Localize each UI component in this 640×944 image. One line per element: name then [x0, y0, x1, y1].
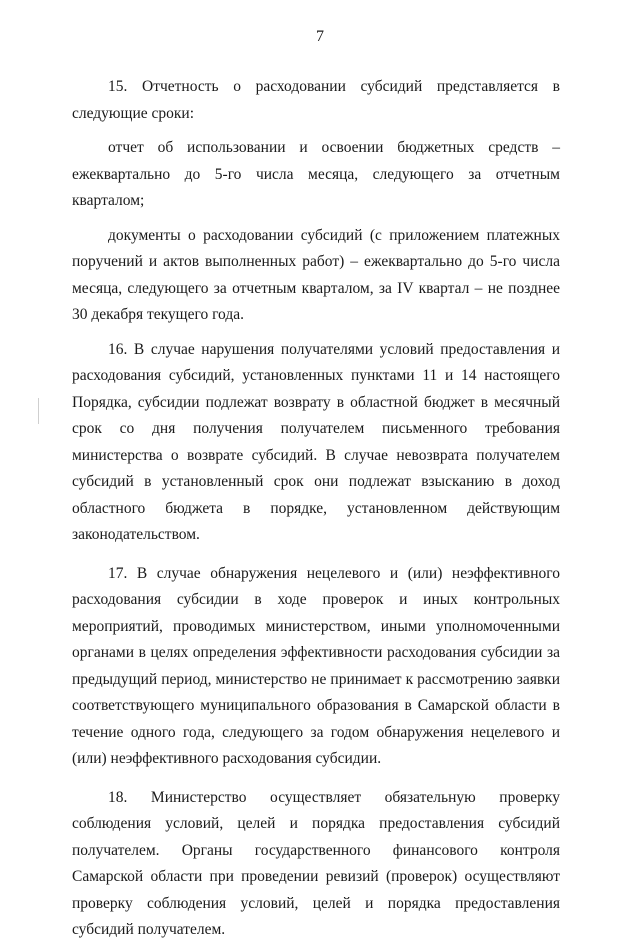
paragraph-15-item-report: отчет об использовании и освоении бюджетных средств – ежеквартально до 5-го числа месяца, следующего за отчетным кварталом; [72, 139, 560, 209]
scan-margin-mark [38, 398, 39, 424]
paragraph-15-item-documents: документы о расходовании субсидий (с приложением платежных поручений и актов выполненных работ) – ежеквартально до 5-го числа месяца, следующего за отчетным кварталом, за IV квартал – не позднее 30 декабря текущего года. [72, 226, 560, 323]
paragraph-15: 15. Отчетность о расходовании субсидий представляется в следующие сроки: [72, 78, 560, 122]
paragraph-18: 18. Министерство осуществляет обязательную проверку соблюдения условий, целей и порядка предоставления субсидий получателем. Органы государственного финансового контроля Самарской области при проведении ревизий (проверок) осуществляют проверку соблюдения условий, целей и порядка предоставления субсидий получателем. [72, 788, 560, 938]
document-body [72, 74, 560, 944]
paragraph-17: 17. В случае обнаружения нецелевого и (или) неэффективного расходования субсидии в ходе проверок и иных контрольных мероприятий, проводимых министерством, иными уполномоченными органами в целях определения эффективности расходования субсидии за предыдущий период, министерство не принимает к рассмотрению заявки соответствующего муниципального образования в Самарской области в течение одного года, следующего за годом обнаружения нецелевого и (или) неэффективного расходования субсидии. [72, 564, 560, 767]
paragraph-16: 16. В случае нарушения получателями условий предоставления и расходования субсидий, установленных пунктами 11 и 14 настоящего Порядка, субсидии подлежат возврату в областной бюджет в месячный срок со дня получения получателем письменного требования министерства о возврате субсидий. В случае невозврата получателем субсидий в установленный срок они подлежат взысканию в доход областного бюджета в порядке, установленном действующим законодательством. [72, 340, 560, 543]
page-number: 7 [316, 28, 324, 45]
